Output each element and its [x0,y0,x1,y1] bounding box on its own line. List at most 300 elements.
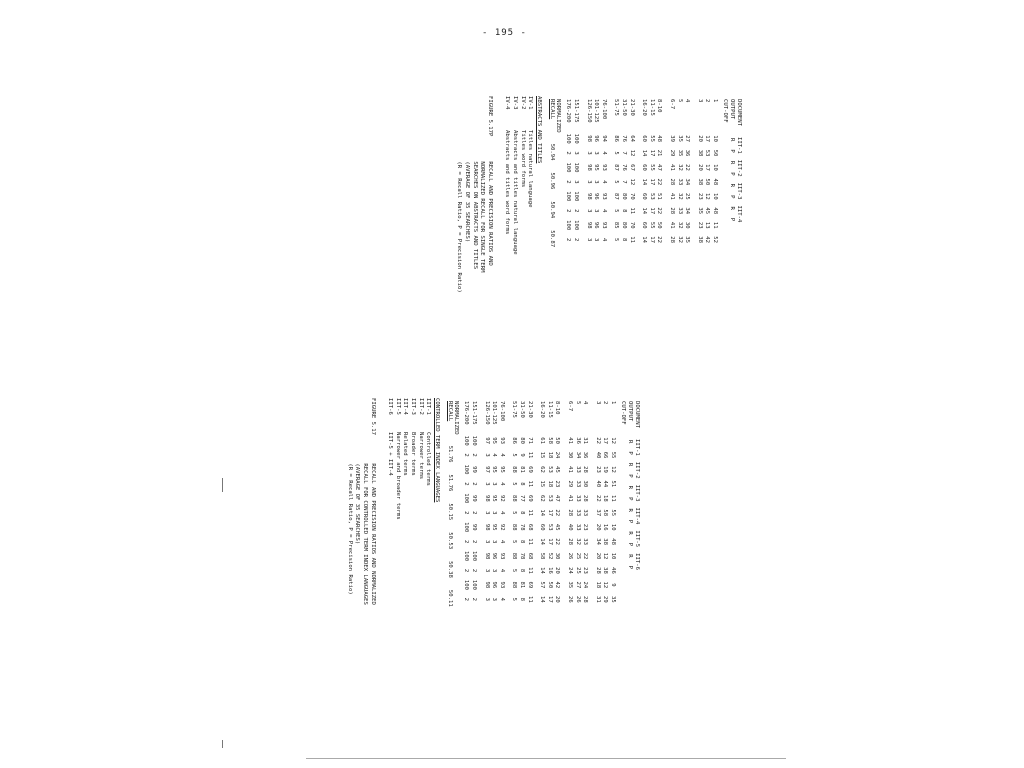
column-group-header: IIT-5 [633,530,640,548]
ratio-cell: 17 [704,135,711,142]
ratio-cell: 15 [539,451,546,459]
rp-header: P [626,451,633,455]
ratio-cell: 14 [641,178,648,186]
ratio-cell: 23 [582,567,589,574]
ratio-cell: 81 [519,581,526,589]
ratio-cell: 48 [712,207,718,215]
ratio-cell: 50 [656,221,663,229]
ratio-cell: 33 [582,538,589,546]
table-row [613,96,621,246]
ratio-cell: 50 [704,178,711,186]
legend-item [400,398,408,616]
ratio-cell: 18 [594,581,601,589]
legend-item [385,398,393,616]
table-row [498,398,506,606]
ratio-cell: 97 [483,466,490,473]
ratio-cell: 93 [600,221,607,229]
ratio-cell: 23 [554,480,561,488]
ratio-cell: 2 [463,597,470,602]
right-header-row-1 [735,96,742,225]
rp-header: P [728,149,735,153]
table-row [593,96,601,246]
ratio-cell: 99 [471,466,478,473]
left-data-table [463,398,617,606]
ratio-cell: 37 [594,509,601,517]
ratio-cell: 38 [602,567,609,574]
table-row [602,398,610,606]
table-row [565,96,573,246]
ratio-cell: 60 [641,164,648,171]
ratio-cell: 14 [641,236,648,244]
ratio-cell: 26 [574,595,581,603]
left-legend-title: CONTROLLED TERM INDEX LANGUAGES [433,398,440,503]
ratio-cell: 4 [498,539,505,544]
ratio-cell: 25 [574,567,581,574]
ratio-cell: 95 [593,164,600,171]
ratio-cell: 11 [712,221,718,229]
rp-header: R [626,439,633,444]
ratio-cell: 100 [565,162,572,173]
ratio-cell: 30 [582,480,589,488]
left-header-table [619,398,640,573]
cutoff-cell: 8-10 [554,401,561,415]
ratio-cell: 45 [554,523,561,531]
ratio-cell: 7 [621,180,628,184]
ratio-cell: 3 [491,511,498,515]
ratio-cell: 3 [491,539,498,544]
ratio-cell: 17 [546,538,553,546]
ratio-cell: 69 [526,494,533,502]
ratio-cell: 98 [483,494,490,502]
legend-code: IV-3 [511,96,518,110]
ratio-cell: 68 [526,523,533,531]
right-normalized-row [549,96,565,256]
ratio-cell: 4 [498,453,505,457]
ratio-cell: 100 [463,493,470,504]
ratio-cell: 8 [519,511,526,515]
table-row [609,398,617,606]
ratio-cell: 55 [648,164,655,171]
ratio-cell: 5 [613,180,620,184]
ratio-cell: 2 [463,568,470,573]
table-row [628,96,636,246]
right-header-row-3 [721,96,728,225]
cutoff-cell: 16-20 [539,401,546,418]
doc-label: DOCUMENT [633,401,640,428]
ratio-cell: 55 [610,509,616,517]
ratio-cell: 33 [676,178,683,186]
ratio-cell: 38 [696,178,703,186]
ratio-cell: 40 [567,523,574,531]
rp-header: R [626,485,633,490]
ratio-cell: 61 [539,437,546,444]
ratio-cell: 41 [567,437,574,444]
ratio-cell: 2 [565,180,572,184]
ratio-cell: 2 [565,151,572,155]
ratio-cell: 41 [669,164,676,171]
ratio-cell: 22 [656,236,663,244]
column-group-header: IIT-3 [735,182,742,200]
table-row [704,96,712,246]
ratio-cell: 27 [684,135,691,142]
ratio-cell: 92 [498,523,505,531]
ratio-cell: 28 [567,509,574,517]
ratio-cell: 23 [696,192,703,200]
table-row [656,96,664,246]
ratio-cell: 85 [613,221,620,229]
ratio-cell: 2 [471,482,478,486]
scan-bottom-edge [306,758,786,759]
ratio-cell: 28 [669,236,676,244]
ratio-cell: 32 [676,164,683,171]
ratio-cell: 10 [610,552,616,560]
table-row [566,398,574,606]
ratio-cell: 87 [613,192,620,200]
table-row [648,96,656,246]
ratio-cell: 96 [491,552,498,560]
ratio-cell: 2 [471,539,478,544]
ratio-cell: 2 [565,209,572,213]
ratio-cell: 45 [704,207,711,215]
ratio-cell: 51 [656,192,663,200]
ratio-cell: 22 [684,164,691,171]
legend-item [509,96,517,293]
figure-block-right [454,96,742,293]
right-legend [502,96,541,293]
ratio-cell: 78 [519,552,526,560]
ratio-cell: 81 [519,466,526,473]
ratio-cell: 80 [519,437,526,444]
ratio-cell: 10 [610,523,616,531]
ratio-cell: 32 [676,221,683,229]
ratio-cell: 33 [676,207,683,215]
ratio-cell: 58 [539,552,546,560]
ratio-cell: 3 [585,237,592,242]
left-header-row-2 [626,398,633,573]
rp-header: R [728,183,735,188]
ratio-cell: 28 [669,207,676,215]
ratio-cell: 60 [539,523,546,531]
ratio-cell: 14 [539,509,546,517]
ratio-cell: 20 [696,164,703,171]
rp-header: P [728,195,735,199]
ratio-cell: 20 [696,135,703,142]
ratio-cell: 30 [684,221,691,229]
cutoff-cell: 16-20 [641,99,648,116]
page-number: - 195 - [482,28,527,38]
caption-line: (AVERAGE OF 35 SEARCHES) [463,161,470,243]
ratio-cell: 32 [574,538,581,546]
cutoff-cell: 5 [676,99,683,103]
legend-code: IIT-6 [387,398,394,415]
ratio-cell: 88 [511,581,518,589]
ratio-cell: 100 [463,435,470,446]
ratio-cell: 38 [696,149,703,157]
normalized-value: 50.15 [447,503,454,521]
column-group-header: IIT-1 [735,136,742,154]
ratio-cell: 2 [565,237,572,242]
legend-text: IIT-5 + IIT-4 [387,432,394,476]
ratio-cell: 5 [511,511,518,515]
legend-code: IIT-4 [402,398,409,415]
caption-line: (AVERAGE OF 35 SEARCHES) [354,463,361,545]
ratio-cell: 12 [602,581,609,589]
table-row [573,96,581,246]
ratio-cell: 47 [554,494,561,502]
ratio-cell: 41 [669,192,676,200]
output-label: OUTPUT [728,99,735,120]
ratio-cell: 100 [573,162,580,173]
ratio-cell: 3 [593,180,600,184]
ratio-cell: 17 [704,164,711,171]
normalized-value: 50.53 [447,532,454,550]
ratio-cell: 10 [712,135,718,142]
ratio-cell: 76 [621,135,628,142]
caption-line: SEARCHES ON ABSTRACTS AND TITLES [471,161,478,270]
ratio-cell: 100 [565,133,572,144]
right-data-table [565,96,719,246]
ratio-cell: 25 [574,552,581,560]
table-row [641,96,649,246]
ratio-cell: 60 [641,192,648,200]
ratio-cell: 34 [684,178,691,186]
ratio-cell: 33 [582,509,589,517]
caption-line: RECALL FOR CONTROLLED TERM INDEX LANGUAGES [361,463,368,605]
ratio-cell: 35 [696,207,703,215]
ratio-cell: 50 [712,149,718,157]
ratio-cell: 7 [621,151,628,155]
right-figure-caption [454,96,492,293]
rp-header: R [626,462,633,467]
ratio-cell: 18 [546,480,553,488]
ratio-cell: 8 [519,539,526,544]
table-row [574,398,582,606]
left-caption-body [344,463,374,604]
ratio-cell: 17 [546,509,553,517]
ratio-cell: 9 [519,453,526,457]
ratio-cell: 11 [526,538,533,546]
table-row [684,96,692,246]
cutoff-cell: 76-100 [498,401,505,422]
ratio-cell: 42 [704,236,711,244]
ratio-cell: 5 [511,482,518,486]
ratio-cell: 10 [712,164,718,171]
ratio-cell: 100 [463,579,470,590]
ratio-cell: 16 [602,523,609,531]
ratio-cell: 4 [498,511,505,515]
right-legend-items [502,96,532,293]
ratio-cell: 96 [593,192,600,200]
ratio-cell: 41 [567,494,574,502]
ratio-cell: 39 [669,135,676,142]
ratio-cell: 78 [519,523,526,531]
ratio-cell: 95 [491,466,498,473]
ratio-cell: 55 [648,221,655,229]
column-group-header: IIT-1 [633,438,640,456]
ratio-cell: 3 [483,568,490,573]
right-figure-label: FIGURE 5.17P [486,96,493,137]
ratio-cell: 13 [704,221,711,229]
ratio-cell: 11 [526,509,533,517]
ratio-cell: 58 [602,509,609,517]
legend-code: IIT-2 [417,398,424,415]
ratio-cell: 3 [483,539,490,544]
ratio-cell: 96 [593,221,600,229]
legend-code: IV-2 [519,96,526,110]
ratio-cell: 2 [463,482,470,486]
ratio-cell: 98 [483,552,490,560]
ratio-cell: 66 [602,451,609,459]
ratio-cell: 33 [574,523,581,531]
ratio-cell: 50 [554,437,561,444]
ratio-cell: 3 [491,597,498,602]
left-legend-items [385,398,431,616]
ratio-cell: 35 [610,595,616,603]
ratio-cell: 98 [483,523,490,531]
ratio-cell: 3 [491,568,498,573]
ratio-cell: 17 [602,437,609,444]
cutoff-cell: 101-125 [593,99,600,123]
ratio-cell: 33 [574,466,581,473]
column-group-header: IIT-2 [735,159,742,177]
ratio-cell: 3 [593,237,600,242]
normalized-value: 50.87 [549,230,556,248]
ratio-cell: 12 [610,466,616,473]
ratio-cell: 12 [704,192,711,200]
legend-code: IIT-3 [409,398,416,415]
ratio-cell: 23 [594,466,601,473]
ratio-cell: 5 [511,539,518,544]
legend-text: Narrower and broader terms [394,432,401,520]
ratio-cell: 11 [526,480,533,488]
ratio-cell: 57 [539,581,546,589]
ratio-cell: 100 [573,191,580,202]
ratio-cell: 40 [594,451,601,459]
ratio-cell: 52 [712,236,718,244]
scan-edge-mark [222,478,223,492]
ratio-cell: 19 [602,466,609,473]
ratio-cell: 3 [593,151,600,155]
ratio-cell: 17 [648,178,655,186]
ratio-cell: 24 [582,581,589,589]
ratio-cell: 11 [526,595,533,603]
cutoff-cell: 31-50 [621,99,628,116]
cutoff-cell: 126-150 [585,99,592,123]
ratio-cell: 14 [641,149,648,157]
ratio-cell: 14 [539,595,546,603]
ratio-cell: 36 [582,451,589,459]
ratio-cell: 53 [546,466,553,473]
ratio-cell: 22 [594,494,601,502]
column-group-header: IIT-6 [633,553,640,571]
legend-text: Abstracts and titles word forms [504,130,511,235]
legend-code: IIT-5 [394,398,401,415]
ratio-cell: 4 [600,237,607,242]
ratio-cell: 12 [628,178,635,186]
right-legend-title: ABSTRACTS AND TITLES [535,96,542,164]
cutoff-cell: 3 [696,99,703,103]
ratio-cell: 3 [483,482,490,486]
ratio-cell: 68 [526,552,533,560]
ratio-cell: 71 [526,437,533,444]
normalized-value: 51.76 [447,474,454,492]
cutoff-cell: 21-30 [628,99,635,116]
ratio-cell: 76 [621,164,628,171]
caption-line: (R = Recall Ratio, P = Precision Ratio) [456,161,463,293]
right-header-row-2 [728,96,735,225]
ratio-cell: 53 [704,149,711,157]
ratio-cell: 93 [498,437,505,444]
ratio-cell: 8 [519,597,526,602]
table-row [676,96,684,246]
ratio-cell: 9 [610,583,616,587]
normalized-value: 50.96 [549,172,556,190]
ratio-cell: 30 [554,552,561,560]
ratio-cell: 62 [539,494,546,502]
ratio-cell: 100 [471,435,478,446]
legend-text: Controlled terms [425,432,432,486]
ratio-cell: 22 [554,509,561,517]
table-row [668,96,676,246]
ratio-cell: 8 [621,237,628,242]
rp-header: P [728,217,735,222]
ratio-cell: 2 [471,568,478,573]
ratio-cell: 93 [498,581,505,589]
ratio-cell: 22 [554,538,561,546]
ratio-cell: 95 [491,437,498,444]
legend-text: Titles natural language [527,130,534,208]
cutoff-cell: 2 [602,401,609,405]
cutoff-cell: 126-150 [483,401,490,425]
column-group-header: IIT-3 [633,484,640,502]
normalized-value [549,250,565,256]
ratio-cell: 50 [546,581,553,589]
table-row [696,96,704,246]
ratio-cell: 62 [539,466,546,473]
ratio-cell: 8 [519,482,526,486]
ratio-cell: 31 [594,595,601,603]
ratio-cell: 95 [491,523,498,531]
ratio-cell: 29 [567,480,574,488]
right-header-table [721,96,742,225]
ratio-cell: 18 [546,451,553,459]
ratio-cell: 35 [567,581,574,589]
cutoff-cell: 11-15 [546,401,553,418]
normalized-value: 50.94 [549,143,556,161]
ratio-cell: 98 [585,221,592,229]
ratio-cell: 94 [600,135,607,142]
ratio-cell: 96 [593,135,600,142]
caption-line: RECALL AND PRECISION RATIOS AND NORMALIZED [369,463,376,605]
legend-code: IV-1 [527,96,534,110]
rp-header: P [626,542,633,547]
ratio-cell: 4 [600,151,607,155]
normalized-value [447,610,463,616]
ratio-cell: 53 [546,523,553,531]
rp-header: R [626,554,633,558]
ratio-cell: 92 [498,494,505,502]
ratio-cell: 17 [648,149,655,157]
ratio-cell: 4 [498,597,505,602]
ratio-cell: 28 [582,595,589,603]
table-row [483,398,491,606]
ratio-cell: 5 [613,237,620,242]
ratio-cell: 14 [539,538,546,546]
ratio-cell: 23 [696,221,703,229]
ratio-cell: 2 [573,237,580,242]
ratio-cell: 35 [684,236,691,244]
ratio-cell: 5 [613,209,620,213]
